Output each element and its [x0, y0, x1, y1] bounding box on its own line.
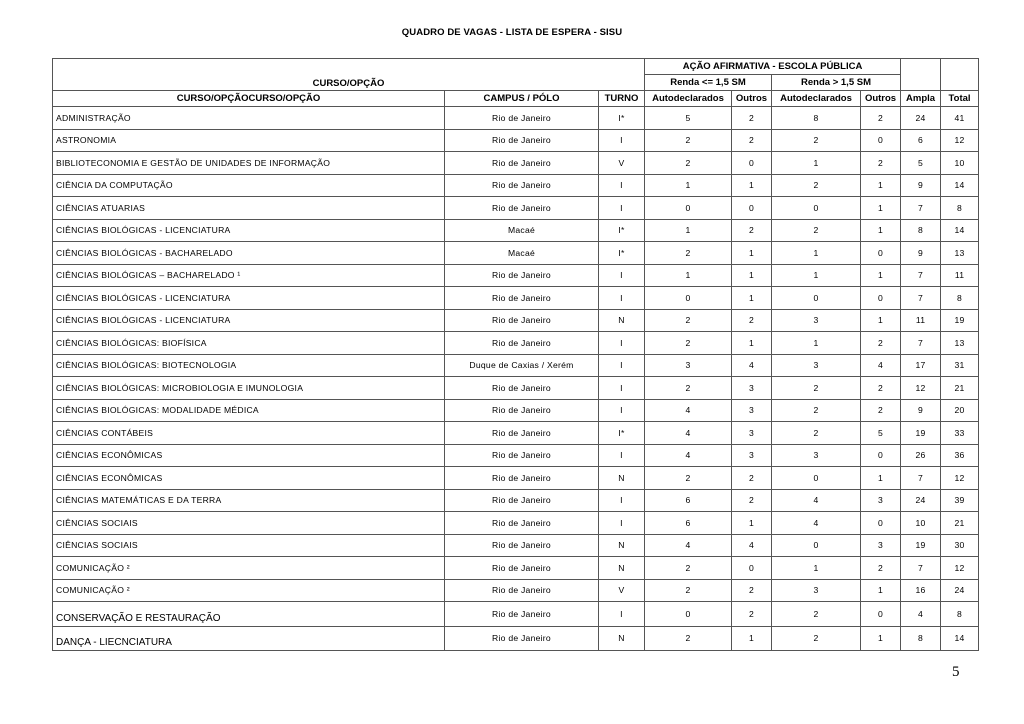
outros-high-cell: 1	[861, 174, 901, 197]
outros-low-cell: 1	[732, 332, 772, 355]
table-row	[53, 332, 979, 355]
header-col-autodeclarados-high: Autodeclarados	[772, 91, 861, 107]
campus-cell: Rio de Janeiro	[445, 377, 599, 400]
outros-low-cell: 2	[732, 309, 772, 332]
ampla-cell: 7	[901, 287, 941, 310]
table-row	[53, 602, 979, 627]
course-cell: CIÊNCIAS BIOLÓGICAS: BIOFÍSICA	[53, 332, 445, 355]
outros-high-cell: 0	[861, 129, 901, 152]
course-cell: COMUNICAÇÃO ²	[53, 579, 445, 602]
course-cell: DANÇA - LIECNCIATURA	[53, 626, 445, 651]
turno-cell: I	[599, 444, 645, 467]
autodeclarados-low-cell: 2	[645, 129, 732, 152]
outros-high-cell: 1	[861, 264, 901, 287]
outros-high-cell: 1	[861, 219, 901, 242]
outros-high-cell: 0	[861, 602, 901, 627]
outros-low-cell: 4	[732, 354, 772, 377]
campus-cell: Rio de Janeiro	[445, 129, 599, 152]
course-cell: CIÊNCIAS BIOLÓGICAS: MODALIDADE MÉDICA	[53, 399, 445, 422]
outros-low-cell: 2	[732, 489, 772, 512]
header-col-outros-high: Outros	[861, 91, 901, 107]
turno-cell: I	[599, 287, 645, 310]
total-cell: 8	[941, 197, 979, 220]
course-cell: CIÊNCIAS BIOLÓGICAS - LICENCIATURA	[53, 219, 445, 242]
outros-low-cell: 0	[732, 197, 772, 220]
header-col-curso: CURSO/OPÇÃOCURSO/OPÇÃO	[53, 91, 445, 107]
total-cell: 12	[941, 129, 979, 152]
header-acao-afirmativa: AÇÃO AFIRMATIVA - ESCOLA PÚBLICA	[645, 59, 901, 75]
turno-cell: I	[599, 602, 645, 627]
autodeclarados-low-cell: 2	[645, 332, 732, 355]
autodeclarados-low-cell: 0	[645, 197, 732, 220]
turno-cell: I	[599, 399, 645, 422]
page-number: 5	[952, 664, 960, 680]
vagas-table	[52, 58, 979, 651]
total-cell: 14	[941, 219, 979, 242]
autodeclarados-low-cell: 2	[645, 467, 732, 490]
campus-cell: Rio de Janeiro	[445, 309, 599, 332]
header-blank-ampla	[901, 59, 941, 91]
autodeclarados-low-cell: 1	[645, 219, 732, 242]
course-cell: CIÊNCIAS SOCIAIS	[53, 534, 445, 557]
outros-low-cell: 2	[732, 579, 772, 602]
course-cell: CIÊNCIA DA COMPUTAÇÃO	[53, 174, 445, 197]
table-row	[53, 512, 979, 535]
table-row	[53, 444, 979, 467]
table-row	[53, 626, 979, 651]
autodeclarados-low-cell: 0	[645, 602, 732, 627]
outros-high-cell: 5	[861, 422, 901, 445]
table-row	[53, 152, 979, 175]
outros-high-cell: 2	[861, 107, 901, 130]
turno-cell: N	[599, 467, 645, 490]
course-cell: CIÊNCIAS BIOLÓGICAS: MICROBIOLOGIA E IMUNOLOGIA	[53, 377, 445, 400]
table-row	[53, 107, 979, 130]
campus-cell: Rio de Janeiro	[445, 152, 599, 175]
autodeclarados-high-cell: 0	[772, 197, 861, 220]
autodeclarados-low-cell: 0	[645, 287, 732, 310]
ampla-cell: 7	[901, 197, 941, 220]
turno-cell: I	[599, 489, 645, 512]
outros-high-cell: 3	[861, 534, 901, 557]
autodeclarados-low-cell: 2	[645, 309, 732, 332]
header-col-campus: CAMPUS / PÓLO	[445, 91, 599, 107]
table-row	[53, 579, 979, 602]
ampla-cell: 7	[901, 467, 941, 490]
outros-low-cell: 1	[732, 512, 772, 535]
course-cell: CIÊNCIAS BIOLÓGICAS - BACHARELADO	[53, 242, 445, 265]
turno-cell: I	[599, 174, 645, 197]
outros-high-cell: 1	[861, 579, 901, 602]
course-cell: CIÊNCIAS SOCIAIS	[53, 512, 445, 535]
autodeclarados-low-cell: 3	[645, 354, 732, 377]
campus-cell: Rio de Janeiro	[445, 489, 599, 512]
total-cell: 13	[941, 332, 979, 355]
header-col-autodeclarados-low: Autodeclarados	[645, 91, 732, 107]
outros-high-cell: 0	[861, 444, 901, 467]
turno-cell: I	[599, 354, 645, 377]
autodeclarados-high-cell: 1	[772, 332, 861, 355]
total-cell: 12	[941, 467, 979, 490]
autodeclarados-high-cell: 2	[772, 377, 861, 400]
header-col-total: Total	[941, 91, 979, 107]
turno-cell: N	[599, 557, 645, 580]
autodeclarados-high-cell: 0	[772, 534, 861, 557]
turno-cell: V	[599, 579, 645, 602]
total-cell: 19	[941, 309, 979, 332]
course-cell: CIÊNCIAS CONTÁBEIS	[53, 422, 445, 445]
course-cell: ADMINISTRAÇÃO	[53, 107, 445, 130]
table-row	[53, 219, 979, 242]
course-cell: CIÊNCIAS BIOLÓGICAS - LICENCIATURA	[53, 287, 445, 310]
outros-high-cell: 3	[861, 489, 901, 512]
turno-cell: I*	[599, 107, 645, 130]
page-title: QUADRO DE VAGAS - LISTA DE ESPERA - SISU	[401, 27, 623, 38]
ampla-cell: 9	[901, 399, 941, 422]
ampla-cell: 24	[901, 107, 941, 130]
autodeclarados-high-cell: 2	[772, 129, 861, 152]
ampla-cell: 4	[901, 602, 941, 627]
total-cell: 12	[941, 557, 979, 580]
total-cell: 21	[941, 512, 979, 535]
turno-cell: I*	[599, 219, 645, 242]
outros-low-cell: 0	[732, 152, 772, 175]
course-cell: CIÊNCIAS ECONÔMICAS	[53, 467, 445, 490]
table-row	[53, 354, 979, 377]
outros-low-cell: 2	[732, 107, 772, 130]
table-row	[53, 242, 979, 265]
ampla-cell: 7	[901, 557, 941, 580]
autodeclarados-high-cell: 2	[772, 399, 861, 422]
campus-cell: Rio de Janeiro	[445, 287, 599, 310]
ampla-cell: 17	[901, 354, 941, 377]
outros-low-cell: 2	[732, 467, 772, 490]
campus-cell: Rio de Janeiro	[445, 557, 599, 580]
outros-high-cell: 2	[861, 557, 901, 580]
campus-cell: Rio de Janeiro	[445, 422, 599, 445]
campus-cell: Rio de Janeiro	[445, 626, 599, 651]
outros-high-cell: 1	[861, 626, 901, 651]
header-col-ampla: Ampla	[901, 91, 941, 107]
table-row	[53, 197, 979, 220]
autodeclarados-high-cell: 4	[772, 489, 861, 512]
outros-high-cell: 1	[861, 467, 901, 490]
table-row	[53, 489, 979, 512]
autodeclarados-low-cell: 2	[645, 557, 732, 580]
table-row	[53, 422, 979, 445]
autodeclarados-low-cell: 4	[645, 399, 732, 422]
header-curso-opcao: CURSO/OPÇÃO	[53, 59, 645, 91]
outros-high-cell: 4	[861, 354, 901, 377]
total-cell: 21	[941, 377, 979, 400]
turno-cell: I	[599, 512, 645, 535]
outros-low-cell: 3	[732, 444, 772, 467]
autodeclarados-low-cell: 4	[645, 422, 732, 445]
total-cell: 30	[941, 534, 979, 557]
turno-cell: I	[599, 264, 645, 287]
autodeclarados-high-cell: 2	[772, 422, 861, 445]
ampla-cell: 6	[901, 129, 941, 152]
outros-low-cell: 3	[732, 377, 772, 400]
ampla-cell: 5	[901, 152, 941, 175]
ampla-cell: 8	[901, 219, 941, 242]
campus-cell: Duque de Caxias / Xerém	[445, 354, 599, 377]
autodeclarados-low-cell: 2	[645, 579, 732, 602]
header-col-turno: TURNO	[599, 91, 645, 107]
ampla-cell: 16	[901, 579, 941, 602]
turno-cell: I*	[599, 422, 645, 445]
outros-high-cell: 1	[861, 197, 901, 220]
total-cell: 8	[941, 287, 979, 310]
outros-high-cell: 2	[861, 377, 901, 400]
turno-cell: N	[599, 534, 645, 557]
campus-cell: Rio de Janeiro	[445, 107, 599, 130]
autodeclarados-high-cell: 3	[772, 309, 861, 332]
ampla-cell: 9	[901, 242, 941, 265]
ampla-cell: 11	[901, 309, 941, 332]
header-renda-low: Renda <= 1,5 SM	[645, 75, 772, 91]
autodeclarados-high-cell: 0	[772, 467, 861, 490]
course-cell: CIÊNCIAS ATUARIAS	[53, 197, 445, 220]
course-cell: COMUNICAÇÃO ²	[53, 557, 445, 580]
autodeclarados-low-cell: 2	[645, 152, 732, 175]
ampla-cell: 8	[901, 626, 941, 651]
outros-low-cell: 1	[732, 626, 772, 651]
outros-high-cell: 0	[861, 287, 901, 310]
turno-cell: I	[599, 129, 645, 152]
table-row	[53, 309, 979, 332]
outros-high-cell: 2	[861, 332, 901, 355]
autodeclarados-high-cell: 2	[772, 626, 861, 651]
ampla-cell: 19	[901, 422, 941, 445]
autodeclarados-low-cell: 1	[645, 174, 732, 197]
outros-low-cell: 3	[732, 399, 772, 422]
header-renda-high: Renda > 1,5 SM	[772, 75, 901, 91]
table-row	[53, 557, 979, 580]
total-cell: 8	[941, 602, 979, 627]
course-cell: BIBLIOTECONOMIA E GESTÃO DE UNIDADES DE INFORMAÇÃO	[53, 152, 445, 175]
table-row	[53, 264, 979, 287]
autodeclarados-high-cell: 2	[772, 174, 861, 197]
campus-cell: Macaé	[445, 242, 599, 265]
campus-cell: Rio de Janeiro	[445, 264, 599, 287]
autodeclarados-low-cell: 2	[645, 377, 732, 400]
total-cell: 20	[941, 399, 979, 422]
autodeclarados-high-cell: 2	[772, 602, 861, 627]
header-col-outros-low: Outros	[732, 91, 772, 107]
total-cell: 31	[941, 354, 979, 377]
campus-cell: Rio de Janeiro	[445, 399, 599, 422]
campus-cell: Rio de Janeiro	[445, 534, 599, 557]
outros-low-cell: 1	[732, 242, 772, 265]
autodeclarados-low-cell: 4	[645, 444, 732, 467]
autodeclarados-high-cell: 4	[772, 512, 861, 535]
total-cell: 36	[941, 444, 979, 467]
outros-high-cell: 1	[861, 309, 901, 332]
autodeclarados-high-cell: 1	[772, 152, 861, 175]
outros-low-cell: 2	[732, 219, 772, 242]
turno-cell: I*	[599, 242, 645, 265]
autodeclarados-high-cell: 1	[772, 557, 861, 580]
course-cell: CIÊNCIAS BIOLÓGICAS: BIOTECNOLOGIA	[53, 354, 445, 377]
outros-low-cell: 1	[732, 287, 772, 310]
outros-low-cell: 2	[732, 602, 772, 627]
course-cell: CIÊNCIAS MATEMÁTICAS E DA TERRA	[53, 489, 445, 512]
turno-cell: V	[599, 152, 645, 175]
autodeclarados-low-cell: 5	[645, 107, 732, 130]
outros-high-cell: 0	[861, 512, 901, 535]
autodeclarados-high-cell: 3	[772, 354, 861, 377]
ampla-cell: 7	[901, 264, 941, 287]
autodeclarados-low-cell: 2	[645, 626, 732, 651]
outros-low-cell: 1	[732, 264, 772, 287]
table-row	[53, 287, 979, 310]
campus-cell: Macaé	[445, 219, 599, 242]
campus-cell: Rio de Janeiro	[445, 174, 599, 197]
autodeclarados-low-cell: 2	[645, 242, 732, 265]
outros-high-cell: 2	[861, 152, 901, 175]
autodeclarados-high-cell: 3	[772, 444, 861, 467]
total-cell: 14	[941, 174, 979, 197]
autodeclarados-high-cell: 3	[772, 579, 861, 602]
campus-cell: Rio de Janeiro	[445, 602, 599, 627]
total-cell: 41	[941, 107, 979, 130]
total-cell: 11	[941, 264, 979, 287]
table-row	[53, 467, 979, 490]
campus-cell: Rio de Janeiro	[445, 579, 599, 602]
header-blank-total	[941, 59, 979, 91]
course-cell: CIÊNCIAS BIOLÓGICAS - LICENCIATURA	[53, 309, 445, 332]
autodeclarados-high-cell: 8	[772, 107, 861, 130]
turno-cell: I	[599, 197, 645, 220]
turno-cell: I	[599, 377, 645, 400]
autodeclarados-high-cell: 0	[772, 287, 861, 310]
total-cell: 14	[941, 626, 979, 651]
ampla-cell: 19	[901, 534, 941, 557]
ampla-cell: 26	[901, 444, 941, 467]
total-cell: 33	[941, 422, 979, 445]
turno-cell: N	[599, 626, 645, 651]
autodeclarados-high-cell: 1	[772, 242, 861, 265]
ampla-cell: 10	[901, 512, 941, 535]
campus-cell: Rio de Janeiro	[445, 197, 599, 220]
outros-low-cell: 0	[732, 557, 772, 580]
table-row	[53, 377, 979, 400]
outros-low-cell: 1	[732, 174, 772, 197]
autodeclarados-high-cell: 1	[772, 264, 861, 287]
autodeclarados-low-cell: 1	[645, 264, 732, 287]
ampla-cell: 24	[901, 489, 941, 512]
table-row	[53, 129, 979, 152]
total-cell: 10	[941, 152, 979, 175]
course-cell: CONSERVAÇÃO E RESTAURAÇÃO	[53, 602, 445, 627]
course-cell: CIÊNCIAS ECONÔMICAS	[53, 444, 445, 467]
outros-low-cell: 4	[732, 534, 772, 557]
autodeclarados-low-cell: 6	[645, 512, 732, 535]
course-cell: ASTRONOMIA	[53, 129, 445, 152]
outros-low-cell: 2	[732, 129, 772, 152]
autodeclarados-low-cell: 6	[645, 489, 732, 512]
table-row	[53, 534, 979, 557]
campus-cell: Rio de Janeiro	[445, 512, 599, 535]
autodeclarados-low-cell: 4	[645, 534, 732, 557]
ampla-cell: 7	[901, 332, 941, 355]
campus-cell: Rio de Janeiro	[445, 444, 599, 467]
total-cell: 39	[941, 489, 979, 512]
outros-high-cell: 2	[861, 399, 901, 422]
ampla-cell: 12	[901, 377, 941, 400]
ampla-cell: 9	[901, 174, 941, 197]
course-cell: CIÊNCIAS BIOLÓGICAS – BACHARELADO ¹	[53, 264, 445, 287]
outros-high-cell: 0	[861, 242, 901, 265]
table-row	[53, 399, 979, 422]
campus-cell: Rio de Janeiro	[445, 332, 599, 355]
campus-cell: Rio de Janeiro	[445, 467, 599, 490]
autodeclarados-high-cell: 2	[772, 219, 861, 242]
total-cell: 13	[941, 242, 979, 265]
total-cell: 24	[941, 579, 979, 602]
turno-cell: I	[599, 332, 645, 355]
table-row	[53, 174, 979, 197]
turno-cell: N	[599, 309, 645, 332]
outros-low-cell: 3	[732, 422, 772, 445]
